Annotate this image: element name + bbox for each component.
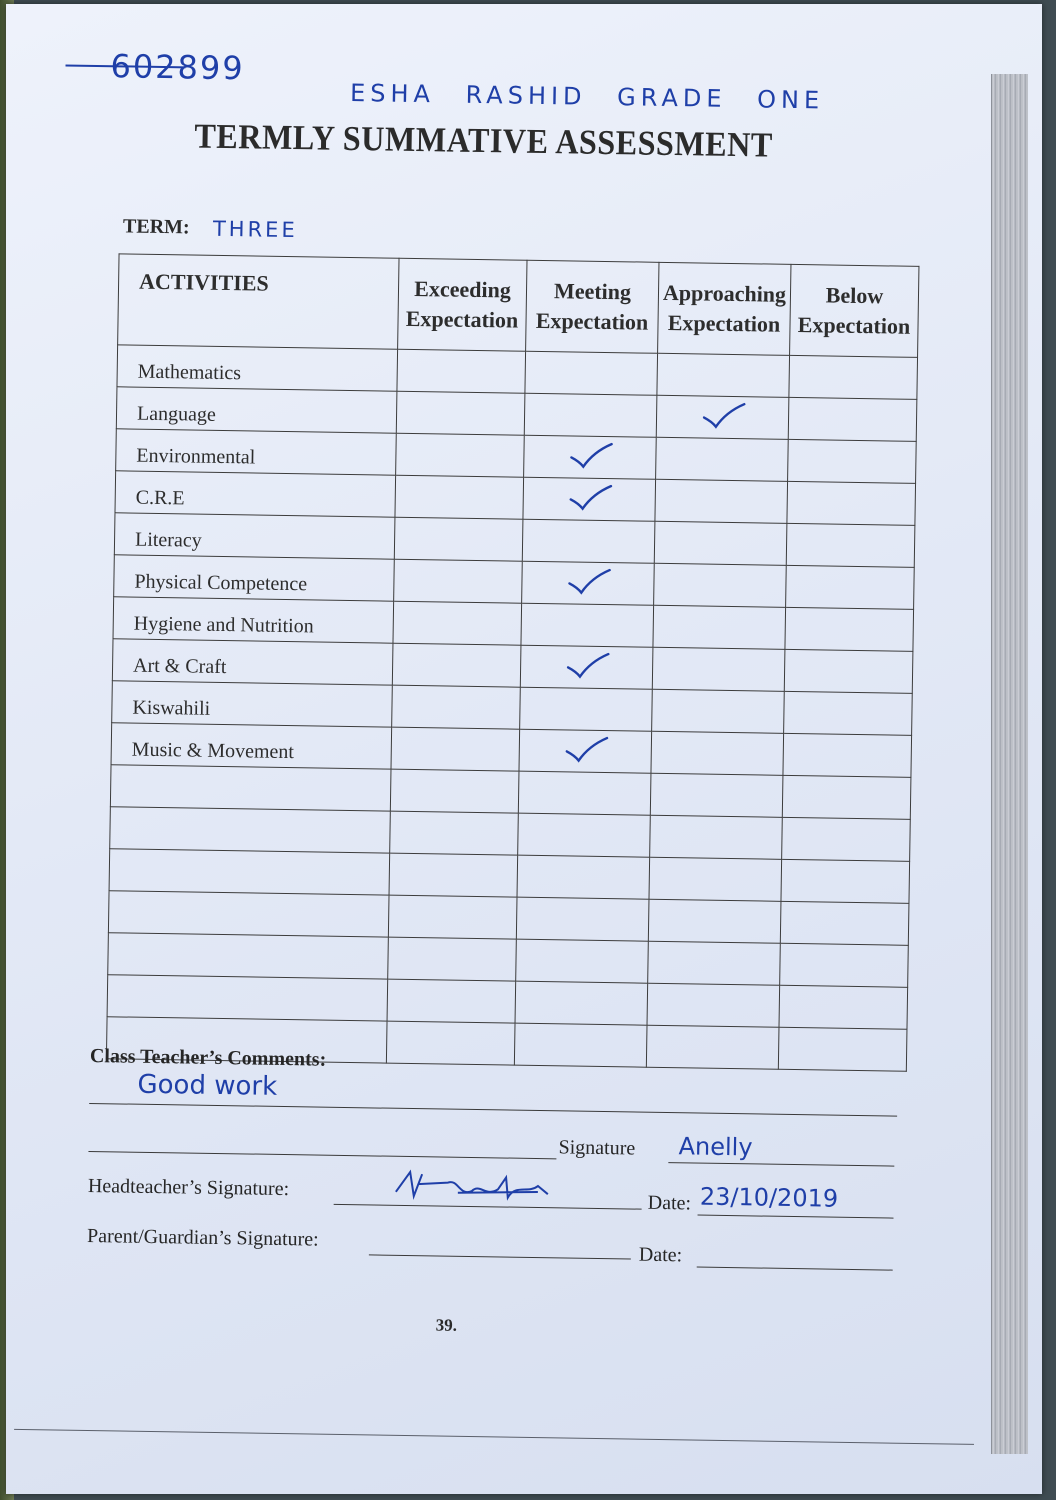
rating-cell — [656, 395, 789, 439]
rating-cell — [788, 439, 917, 483]
check-mark-icon — [565, 565, 611, 596]
rating-cell — [653, 605, 786, 649]
rating-cell — [779, 985, 908, 1029]
rating-cell — [780, 901, 909, 945]
column-header-approaching: Approaching Expectation — [658, 262, 791, 355]
subject-cell: Physical Competence — [114, 555, 395, 601]
column-header-exceeding: Exceeding Expectation — [398, 258, 527, 351]
bottom-rule — [14, 1429, 974, 1445]
rating-cell — [390, 769, 519, 813]
rating-cell — [657, 353, 790, 397]
rating-cell — [396, 433, 525, 477]
handwritten-term-value: THREE — [212, 216, 298, 243]
check-mark-icon — [563, 649, 609, 680]
rating-cell — [515, 981, 648, 1025]
teacher-signature-line — [668, 1162, 894, 1167]
subject-cell — [110, 765, 391, 811]
rating-cell — [390, 811, 519, 855]
subject-cell: Mathematics — [117, 345, 398, 391]
column-header-activities: ACTIVITIES — [118, 254, 399, 349]
subject-cell: Hygiene and Nutrition — [113, 597, 394, 643]
subject-cell — [108, 933, 389, 979]
teacher-signature: Anelly — [678, 1132, 753, 1162]
parent-date-line — [697, 1267, 893, 1271]
page-title: TERMLY SUMMATIVE ASSESSMENT — [194, 116, 774, 165]
rating-cell — [516, 897, 649, 941]
subject-cell: Literacy — [114, 513, 395, 559]
rating-cell — [652, 689, 785, 733]
parent-date-label: Date: — [638, 1243, 683, 1267]
rating-cell — [394, 517, 523, 561]
signature-label: Signature — [558, 1136, 636, 1160]
rating-cell — [516, 939, 649, 983]
check-mark-icon — [566, 481, 612, 512]
rating-cell — [389, 853, 518, 897]
handwritten-student-info: ESHA RASHID GRADE ONE — [349, 78, 825, 115]
check-mark-icon — [562, 733, 608, 764]
rating-cell — [521, 603, 654, 647]
rating-cell — [524, 393, 657, 437]
assessment-table-body — [106, 345, 917, 1071]
rating-cell — [648, 941, 781, 985]
subject-cell — [109, 849, 390, 895]
rating-cell — [520, 645, 653, 689]
rating-cell — [784, 691, 913, 735]
table-header-row — [118, 254, 919, 358]
subject-cell — [110, 807, 391, 853]
rating-cell — [391, 727, 520, 771]
rating-cell — [649, 857, 782, 901]
rating-cell — [388, 937, 517, 981]
rating-cell — [397, 349, 526, 393]
rating-cell — [654, 563, 787, 607]
rating-cell — [786, 523, 915, 567]
subject-cell — [107, 975, 388, 1021]
parent-signature-label: Parent/Guardian’s Signature: — [86, 1224, 319, 1251]
rating-cell — [650, 815, 783, 859]
rating-cell — [788, 397, 917, 441]
rating-cell — [387, 979, 516, 1023]
comments-label: Class Teacher’s Comments: — [89, 1044, 327, 1071]
column-header-meeting: Meeting Expectation — [526, 260, 659, 353]
rating-cell — [520, 687, 653, 731]
rating-cell — [519, 729, 652, 773]
headteacher-signature-scribble — [388, 1162, 559, 1211]
rating-cell — [518, 771, 651, 815]
rating-cell — [784, 649, 913, 693]
subject-cell: Environmental — [116, 429, 397, 475]
date-line — [698, 1215, 894, 1219]
rating-cell — [394, 559, 523, 603]
rating-cell — [522, 561, 655, 605]
rating-cell — [393, 601, 522, 645]
subject-cell — [108, 891, 389, 937]
signature-section — [85, 1045, 910, 1358]
check-mark-icon — [699, 399, 745, 430]
rating-cell — [652, 647, 785, 691]
subject-cell: Music & Movement — [111, 723, 392, 769]
rating-cell — [522, 519, 655, 563]
term-label: TERM: — [122, 215, 190, 239]
rating-cell — [525, 351, 658, 395]
rating-cell — [789, 355, 918, 399]
rating-cell — [651, 731, 784, 775]
comment-line-1 — [89, 1103, 897, 1117]
rating-cell — [782, 775, 911, 819]
subject-cell: Language — [116, 387, 397, 433]
handwritten-comment: Good work — [137, 1069, 278, 1102]
sheet-content — [14, 34, 1012, 1464]
subject-cell: C.R.E — [115, 471, 396, 517]
rating-cell — [396, 391, 525, 435]
rating-cell — [524, 435, 657, 479]
rating-cell — [388, 895, 517, 939]
rating-cell — [392, 643, 521, 687]
assessment-sheet — [6, 4, 1042, 1494]
subject-cell: Kiswahili — [112, 681, 393, 727]
comment-line-2 — [88, 1151, 556, 1159]
rating-cell — [518, 813, 651, 857]
subject-cell: Art & Craft — [112, 639, 393, 685]
rating-cell — [655, 479, 788, 523]
rating-cell — [787, 481, 916, 525]
rating-cell — [654, 521, 787, 565]
handwritten-date: 23/10/2019 — [699, 1182, 839, 1213]
date-label: Date: — [647, 1191, 692, 1215]
rating-cell — [650, 773, 783, 817]
rating-cell — [648, 899, 781, 943]
assessment-table — [106, 253, 920, 1071]
rating-cell — [780, 943, 909, 987]
rating-cell — [786, 565, 915, 609]
headteacher-signature-label: Headteacher’s Signature: — [87, 1174, 290, 1201]
rating-cell — [517, 855, 650, 899]
rating-cell — [523, 477, 656, 521]
rating-cell — [781, 859, 910, 903]
rating-cell — [656, 437, 789, 481]
rating-cell — [783, 733, 912, 777]
page-number: 39. — [435, 1315, 458, 1335]
parent-signature-line — [369, 1254, 631, 1259]
rating-cell — [395, 475, 524, 519]
rating-cell — [392, 685, 521, 729]
check-mark-icon — [567, 439, 613, 470]
rating-cell — [785, 607, 914, 651]
handwritten-code-number: 602899 — [110, 47, 245, 88]
column-header-below: Below Expectation — [790, 264, 919, 357]
rating-cell — [782, 817, 911, 861]
rating-cell — [647, 983, 780, 1027]
